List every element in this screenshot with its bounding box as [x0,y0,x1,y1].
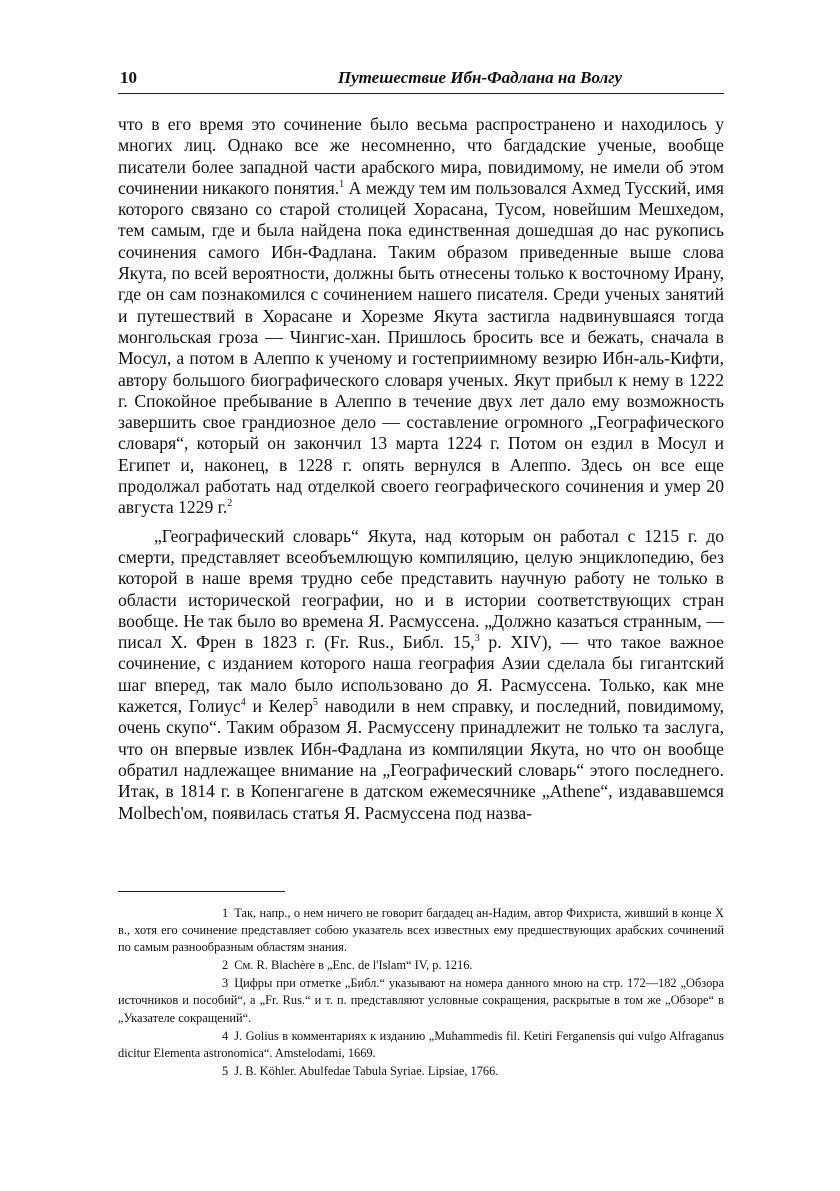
paragraph-2 [118,526,724,824]
header-rule [118,93,724,94]
footnote-text: J. B. Köhler. Abulfedae Tabula Syriae. Lipsiae, 1766. [234,1063,499,1078]
running-title: Путешествие Ибн-Фадлана на Волгу [337,68,623,87]
footnote-ref-5: 5 [312,697,318,709]
paragraph-2-text-b: p. XIV), — что такое важное сочинение, с изданием которого наша география Азии сделала бы гигантский шаг вперед, так мало было использовано до Я. Расмуссена. Только, как мне кажется, Голиус [118,632,724,717]
paragraph-2-text-a: „Географический словарь“ Якута, над которым он работал с 1215 г. до смерти, представляет всеобъемлющую компиляцию, целую энциклопедию, без которой в наше время трудно себе представить научную работу не только в области исторической географии, но и в истории соответствующих стран вообще. Не так было во времена Я. Расмуссена. „Должно казаться странным, — писал Х. Френ в 1823 г. (Fr. Rus., Библ. 15, [118,525,724,653]
footnote-rule [118,891,285,892]
footnotes [118,905,724,1080]
footnote-text: J. Golius в комментариях к изданию „Muhammedis fil. Ketiri Ferganensis qui vulgo Alfraganus dicitur Elementa astronomica“. Amstelodami, 1669. [118,1028,724,1060]
main-text [118,114,724,824]
footnote-2 [118,957,724,974]
footnote-5 [118,1063,724,1080]
paragraph-2-text-d: наводили в нем справку, и последний, повидимому, очень скупо“. Таким образом Я. Расмуссену принадлежит не только та заслуга, что он впервые извлек Ибн-Фадлана из компиляции Якута, но что он вообще обратил надлежащее внимание на „Географический словарь“ этого последнего. Итак, в 1814 г. в Копенгагене в датском ежемесячнике „Athene“, издававшемся Molbech'ом, появилась статья Я. Расмуссена под назва- [118,696,724,823]
footnote-3 [118,975,724,1026]
page-number: 10 [120,68,137,87]
footnote-text: Так, напр., о нем ничего не говорит багдадец ан-Надим, автор Фихриста, живший в конце X в., хотя его сочинение представляет собою указатель всех известных ему предшествующих арабских сочинений по самым разнообразным областям знания. [118,906,724,955]
footnote-ref-1: 1 [339,179,345,191]
footnote-1 [118,905,724,956]
footnote-text: Цифры при отметке „Библ.“ указывают на номера данного мною на стр. 172—182 „Обзора источников и пособий“, а „Fr. Rus.“ и т. п. представляют условные сокращения, раскрытые в том же „Обзоре“ в „Указателе сокращений“. [118,976,724,1025]
paragraph-1-text-a: что в его время это сочинение было весьма распространено и находилось у многих лиц. Однако все же несомненно, что багдадские ученые, вообще писатели более западной части арабского мира, повидимому, не имели об этом сочинении никакого понятия. [118,114,724,198]
footnote-ref-3: 3 [474,633,480,645]
footnote-4 [118,1028,724,1062]
footnote-number: 4 [222,1028,229,1043]
footnote-number: 5 [222,1063,229,1078]
footnote-ref-2: 2 [227,498,233,510]
footnote-ref-4: 4 [240,697,246,709]
paragraph-2-text-c: и Келер [245,696,313,717]
paragraph-1 [118,114,724,519]
footnote-number: 1 [222,906,229,920]
footnote-number: 3 [222,976,229,991]
paragraph-1-text-b: А между тем им пользовался Ахмед Тусский, имя которого связано со старой столицей Хорасана, Тусом, новейшим Мешхедом, тем самым, где и была найдена пока единственная дошедшая до нас рукопись сочинения самого Ибн-Фадлана. Таким образом приведенные выше слова Якута, по всей вероятности, должны быть отнесены только к восточному Ирану, где он сам познакомился с сочинением нашего писателя. Среди ученых занятий и путешествий в Хорасане и Хорезме Якута застигла надвинувшаяся тогда монгольская гроза — Чингис-хан. Пришлось бросить все и бежать, сначала в Мосул, а потом в Алеппо к ученому и гостеприимному везирю Ибн-аль-Кифти, автору большого биографического словаря ученых. Якут прибыл к нему в 1222 г. Спокойное пребывание в Алеппо в течение двух лет дало ему возможность завершить свое грандиозное дело — составление огромного „Географического словаря“, который он закончил 13 марта 1224 г. Потом он ездил в Мосул и Египет и, наконец, в 1228 г. опять вернулся в Алеппо. Здесь он все еще продолжал работать над отделкой своего географического сочинения и умер 20 августа 1229 г. [118,177,724,518]
footnote-text: См. R. Blachère в „Enc. de l'Islam“ IV, p. 1216. [234,958,473,973]
footnote-number: 2 [222,958,229,973]
